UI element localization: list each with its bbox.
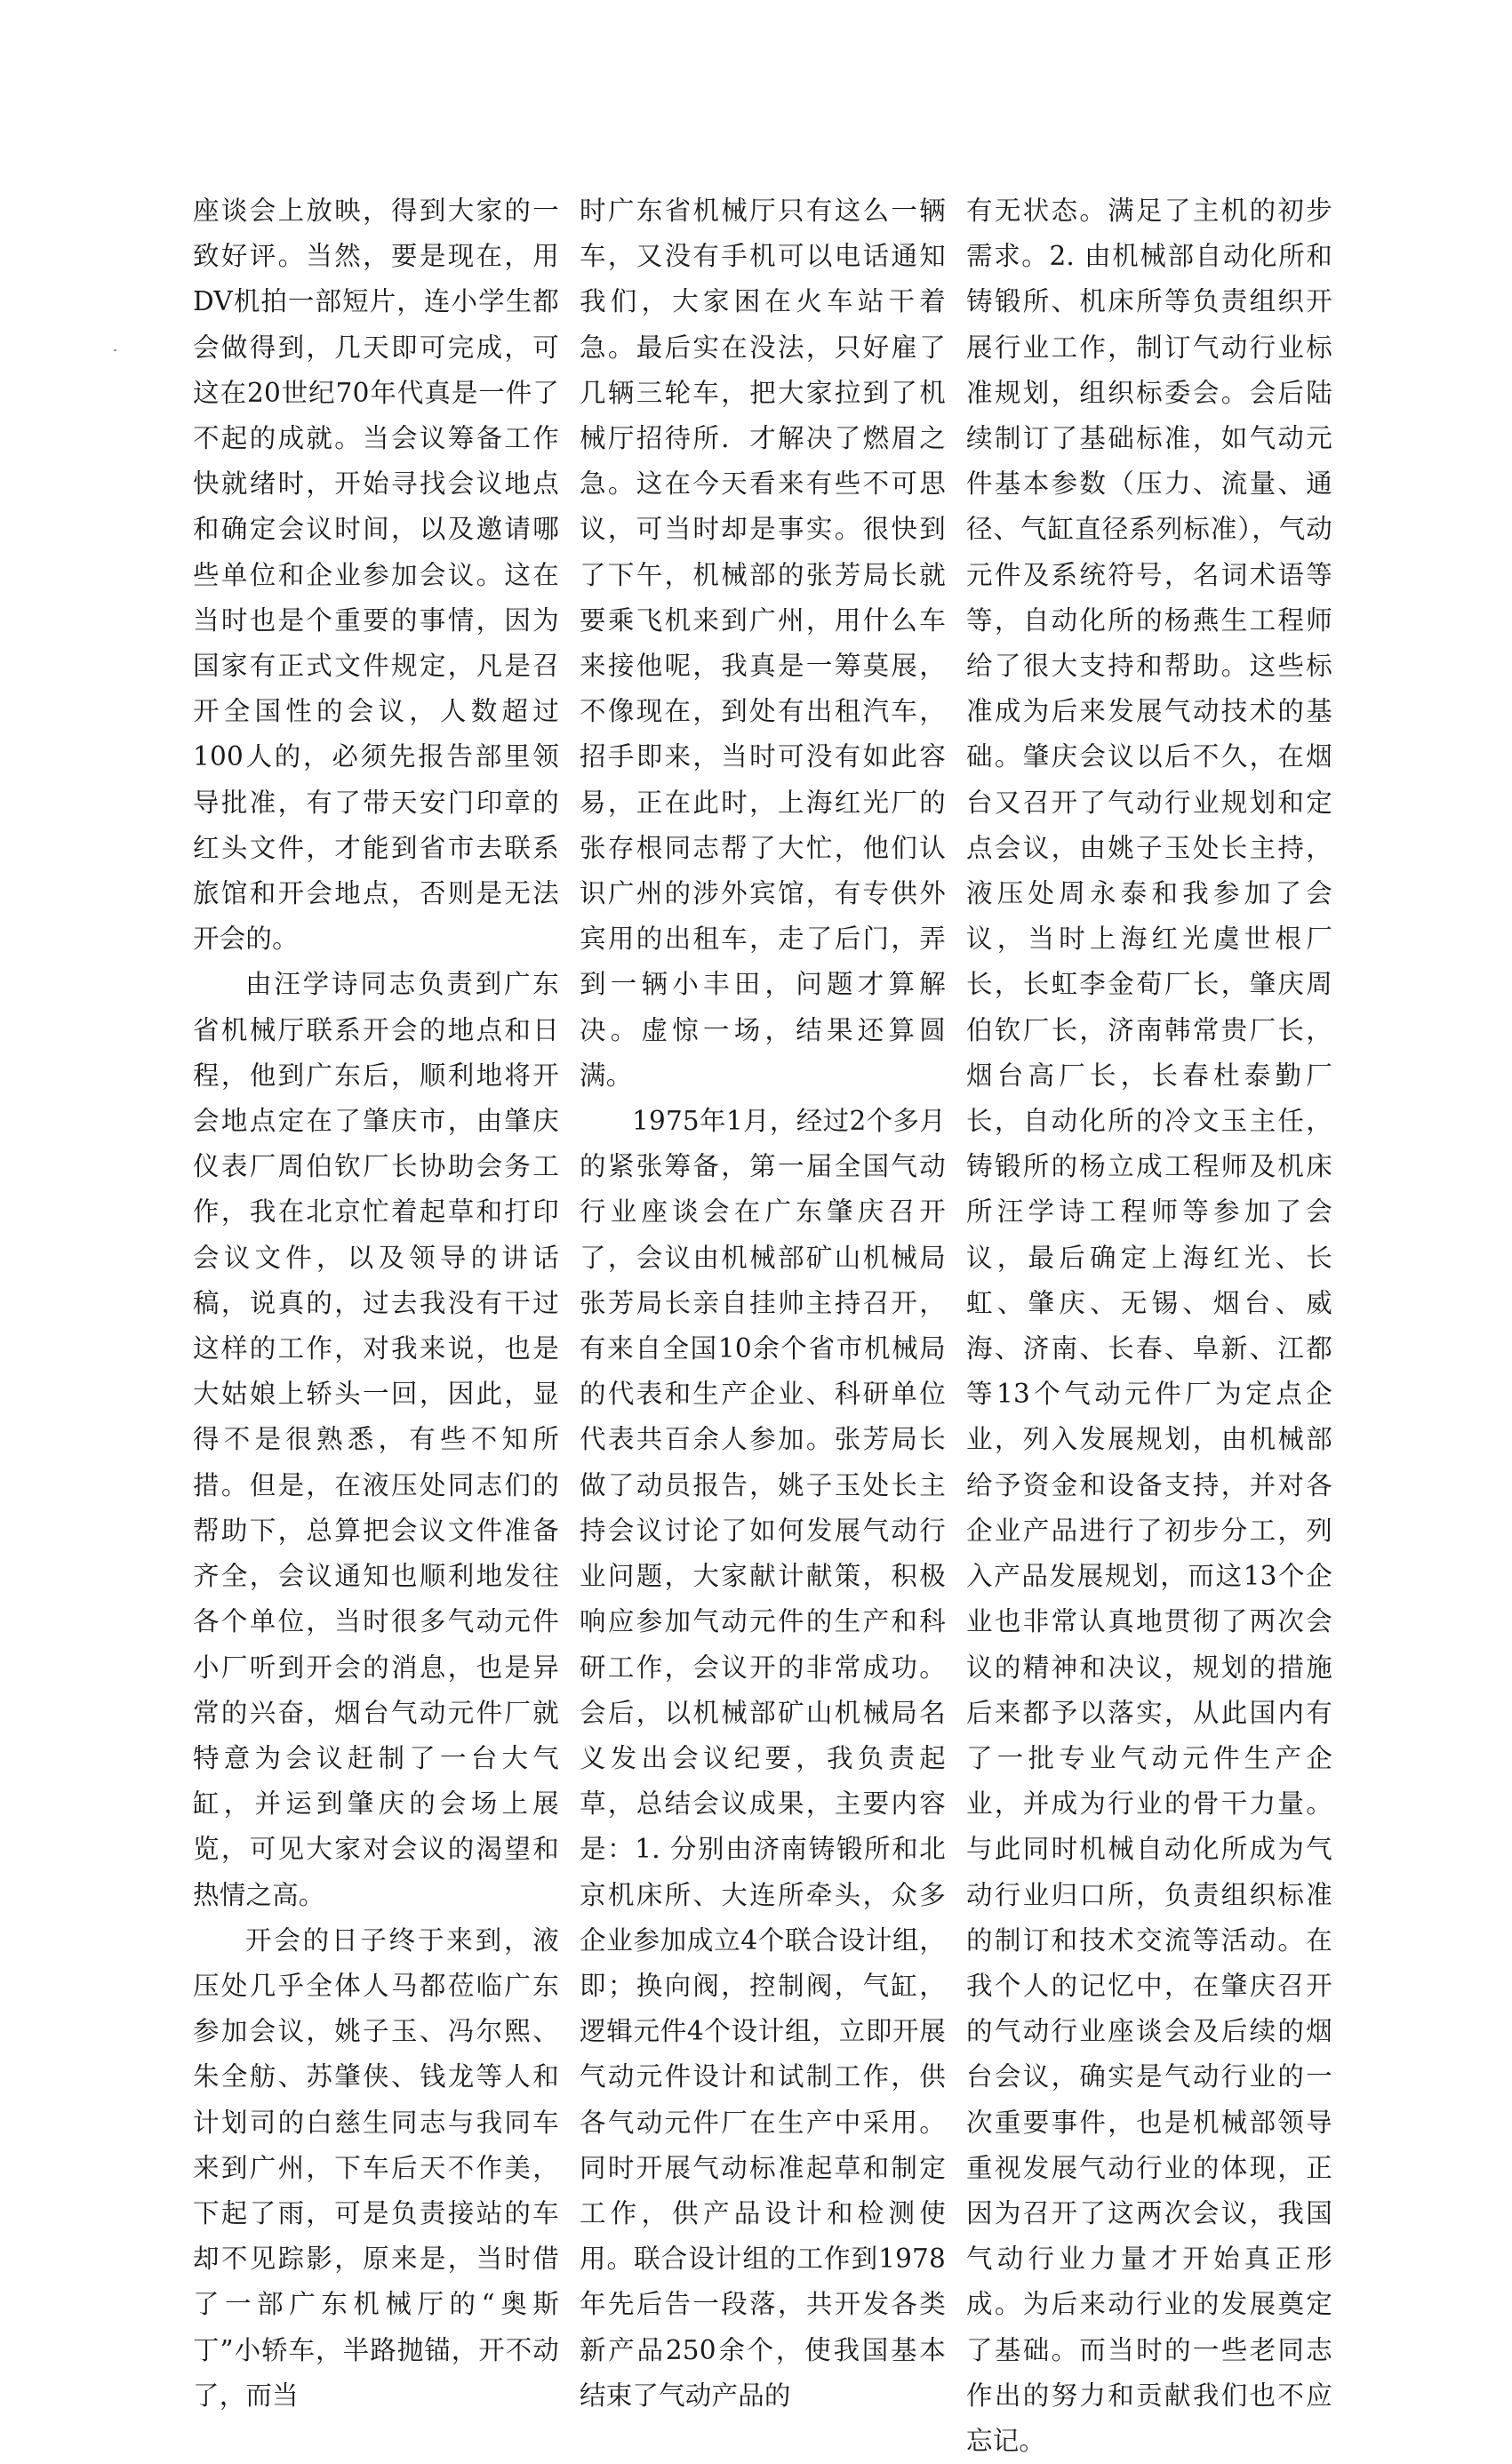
- paragraph: 座谈会上放映，得到大家的一致好评。当然，要是现在，用DV机拍一部短片，连小学生都会做得到，几天即可完成，可这在20世纪70年代真是一件了不起的成就。当会议筹备工作快就绪时，开始寻找会议地点和确定会议时间，以及邀请哪些单位和企业参加会议。这在当时也是个重要的事情，因为国家有正式文件规定，凡是召开全国性的会议，人数超过100人的，必须先报告部里领导批准，有了带天安门印章的红头文件，才能到省市去联系旅馆和开会地点，否则是无法开会的。: [193, 196, 559, 955]
- text-column-1: [193, 188, 559, 2419]
- paragraph: 由汪学诗同志负责到广东省机械厅联系开会的地点和日程，他到广东后，顺利地将开会地点定在了肇庆市，由肇庆仪表厂周伯钦厂长协助会务工作，我在北京忙着起草和打印会议文件，以及领导的讲话稿，说真的，过去我没有干过这样的工作，对我来说，也是大姑娘上轿头一回，因此，显得不是很熟悉，有些不知所措。但是，在液压处同志们的帮助下，总算把会议文件准备齐全，会议通知也顺利地发往各个单位，当时很多气动元件小厂听到开会的消息，也是异常的兴奋，烟台气动元件厂就特意为会议赶制了一台大气缸，并运到肇庆的会场上展览，可见大家对会议的渴望和热情之高。: [193, 969, 559, 1910]
- scan-speck: [114, 349, 116, 351]
- paragraph: 1975年1月，经过2个多月的紧张筹备，第一届全国气动行业座谈会在广东肇庆召开了，会议由机械部矿山机械局张芳局长亲自挂帅主持召开，有来自全国10余个省市机械局的代表和生产企业、科研单位代表共百余人参加。张芳局长做了动员报告，姚子玉处长主持会议讨论了如何发展气动行业问题，大家献计献策，积极响应参加气动元件的生产和科研工作，会议开的非常成功。会后，以机械部矿山机械局名义发出会议纪要，我负责起草，总结会议成果，主要内容是：1. 分别由济南铸锻所和北京机床所、大连所牵头，众多企业参加成立4个联合设计组，即；换向阀，控制阀，气缸，逻辑元件4个设计组，立即开展气动元件设计和试制工作，供各气动元件厂在生产中采用。同时开展气动标准起草和制定工作，供产品设计和检测使用。联合设计组的工作到1978年先后告一段落，共开发各类新产品250余个，使我国基本结束了气动产品的: [580, 1106, 946, 2411]
- text-column-2: [580, 188, 946, 2419]
- paragraph: 有无状态。满足了主机的初步需求。2. 由机械部自动化所和铸锻所、机床所等负责组织开展行业工作，制订气动行业标准规划，组织标委会。会后陆续制订了基础标准，如气动元件基本参数（压力、流量、通径、气缸直径系列标准），气动元件及系统符号，名词术语等等，自动化所的杨燕生工程师给了很大支持和帮助。这些标准成为后来发展气动技术的基础。肇庆会议以后不久，在烟台又召开了气动行业规划和定点会议，由姚子玉处长主持，液压处周永泰和我参加了会议，当时上海红光虞世根厂长，长虹李金荀厂长，肇庆周伯钦厂长，济南韩常贵厂长，烟台高厂长，长春杜泰勤厂长，自动化所的冷文玉主任，铸锻所的杨立成工程师及机床所汪学诗工程师等参加了会议，最后确定上海红光、长虹、肇庆、无锡、烟台、威海、济南、长春、阜新、江都等13个气动元件厂为定点企业，列入发展规划，由机械部给予资金和设备支持，并对各企业产品进行了初步分工，列入产品发展规划，而这13个企业也非常认真地贯彻了两次会议的精神和决议，规划的措施后来都予以落实，从此国内有了一批专业气动元件生产企业，并成为行业的骨干力量。与此同时机械自动化所成为气动行业归口所，负责组织标准的制订和技术交流等活动。在我个人的记忆中，在肇庆召开的气动行业座谈会及后续的烟台会议，确实是气动行业的一次重要事件，也是机械部领导重视发展气动行业的体现，正因为召开了这两次会议，我国气动行业力量才开始真正形成。为后来动行业的发展奠定了基础。而当时的一些老同志作出的努力和贡献我们也不应忘记。: [966, 196, 1332, 2456]
- paragraph: 时广东省机械厅只有这么一辆车，又没有手机可以电话通知我们，大家困在火车站干着急。最后实在没法，只好雇了几辆三轮车，把大家拉到了机械厅招待所．才解决了燃眉之急。这在今天看来有些不可思议，可当时却是事实。很快到了下午，机械部的张芳局长就要乘飞机来到广州，用什么车来接他呢，我真是一筹莫展，不像现在，到处有出租汽车，招手即来，当时可没有如此容易，正在此时，上海红光厂的张存根同志帮了大忙，他们认识广州的涉外宾馆，有专供外宾用的出租车，走了后门，弄到一辆小丰田，问题才算解决。虚惊一场，结果还算圆满。: [580, 196, 946, 1091]
- paragraph: 开会的日子终于来到，液压处几乎全体人马都莅临广东参加会议，姚子玉、冯尔熙、朱全舫、苏肇侠、钱龙等人和计划司的白慈生同志与我同车来到广州，下车后天不作美，下起了雨，可是负责接站的车却不见踪影，原来是，当时借了一部广东机械厅的“奥斯丁”小轿车，半路抛锚，开不动了，而当: [193, 1924, 559, 2411]
- text-column-3: [966, 188, 1332, 2464]
